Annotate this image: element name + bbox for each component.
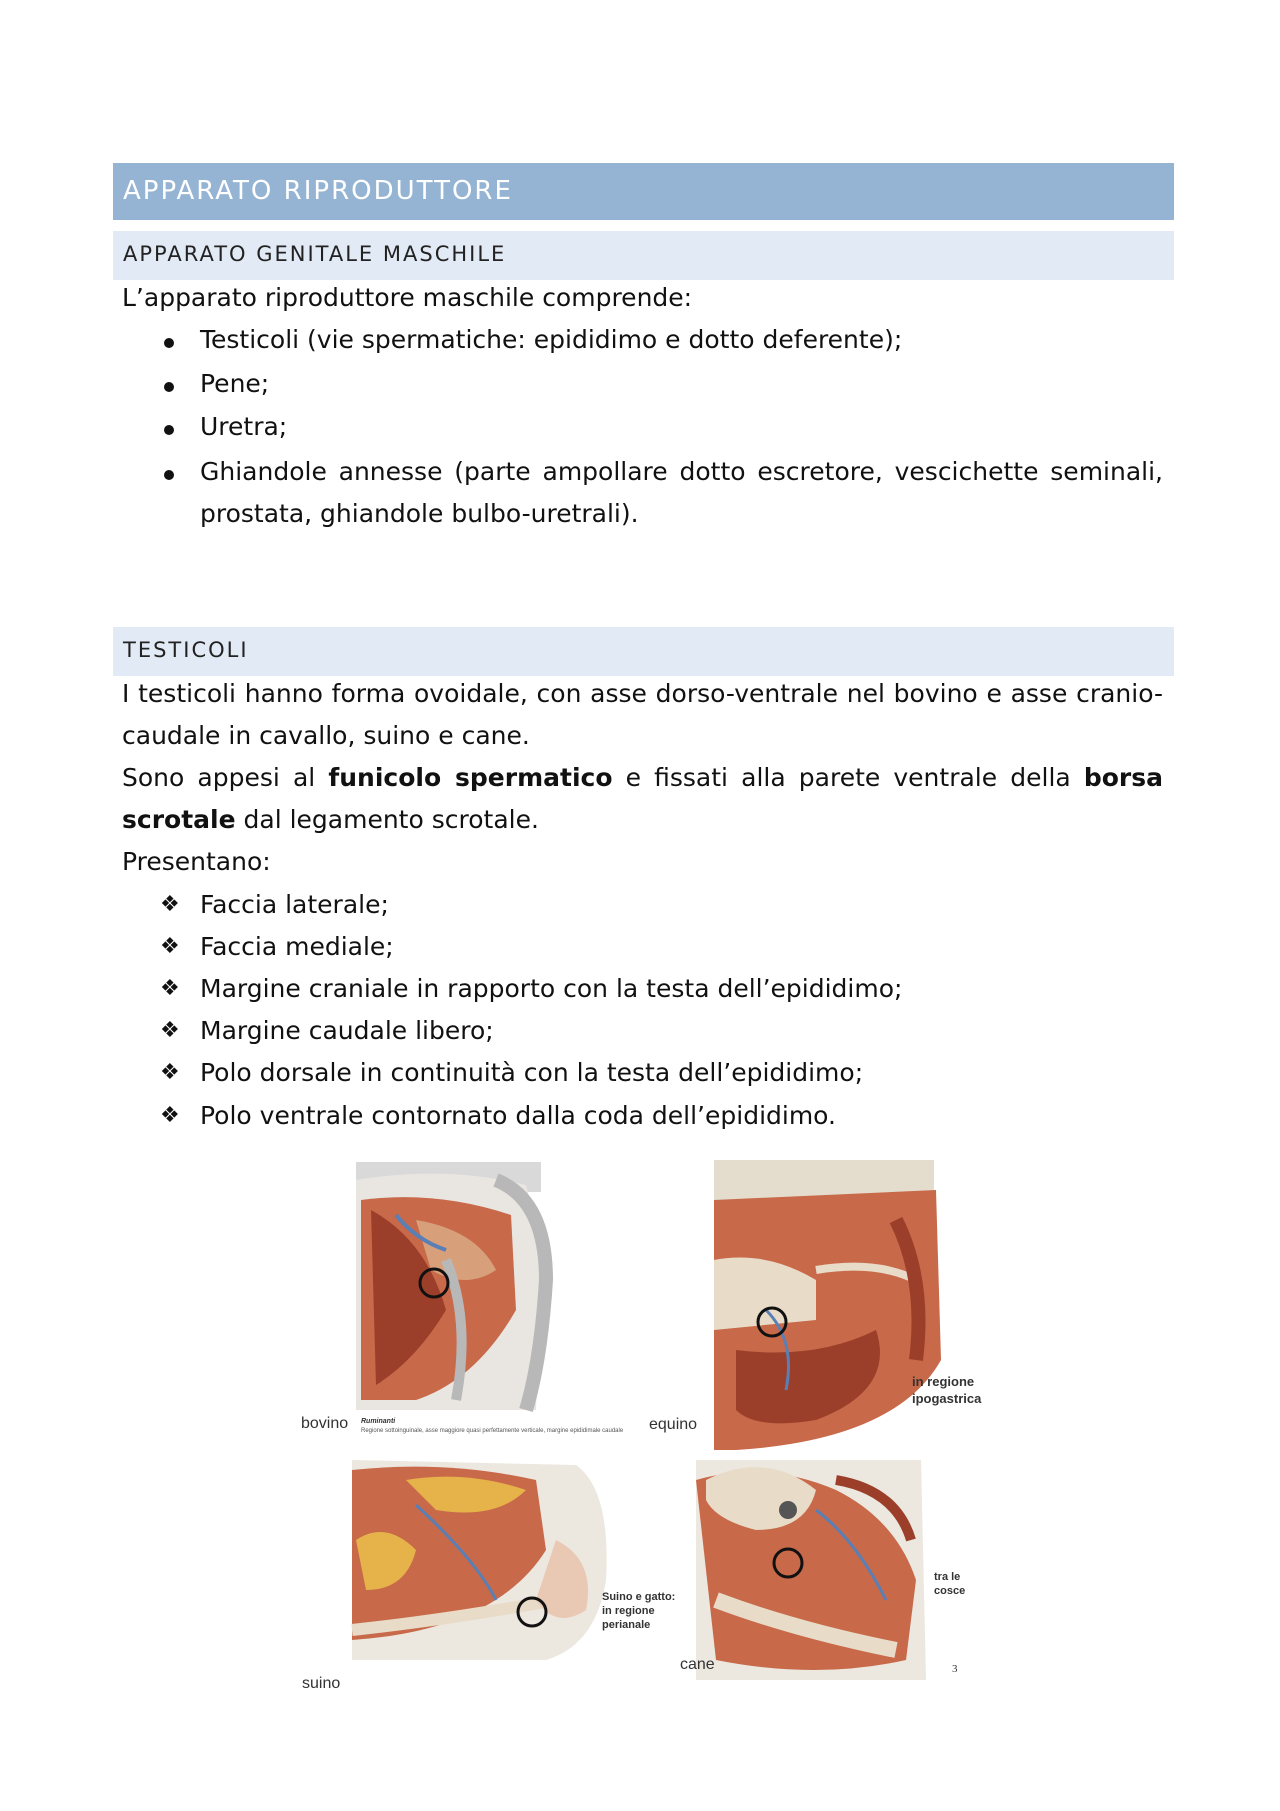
label-bovino: bovino	[301, 1415, 349, 1432]
section-header-apparato-riproduttore	[113, 163, 1174, 220]
document-page: APPARATO RIPRODUTTORE APPARATO GENITALE MASCHILE L’apparato riproduttore maschile comprende: Testicoli (vie spermatiche: epididimo e dotto deferente); Pene; Uretra; Ghiandole annesse (parte ampollare dotto escretore, vescichette seminali, prostata, ghiandole bulbo-uretrali). TESTICOLI I testicoli hanno forma ovoidale, con asse dorso-ventrale nel bovino e asse cranio-caudale in cavallo, suino e cane. Sono appesi al funicolo spermatico e fissati alla parete ventrale della borsa scrotale dal legamento scrotale. Presentano: ❖ Faccia laterale; ❖ Faccia mediale; ❖ Margine craniale in rapporto con la testa dell’epididimo; ❖ Margine caudale libero; ❖ Polo dorsale in continuità con la testa dell’epididimo; ❖ Polo ventrale contornato dalla coda dell’epididimo. bovino Ruminanti Regione sottoinguinale, asse maggiore quasi perfettamente verticale, margine epididimale caudale equino in regione ipogastrica suino Suino e gatto: in regione perianale cane tra le cosce 3	[0, 0, 1280, 1811]
suino-note-line2: in regione	[602, 1605, 655, 1617]
section-header-text: APPARATO RIPRODUTTORE	[123, 176, 513, 206]
term-funicolo-spermatico: funicolo spermatico	[328, 763, 613, 792]
diamond-bullet-icon: ❖	[160, 1103, 180, 1128]
cane-note-line1: tra le	[934, 1571, 961, 1583]
testicle-anatomy-figure	[296, 1160, 996, 1700]
suino-note-line1: Suino e gatto:	[602, 1591, 676, 1603]
panel-number: 3	[952, 1663, 958, 1675]
testicles-presentano: Presentano:	[122, 847, 271, 876]
cane-note-line2: cosce	[934, 1585, 966, 1597]
diamond-bullet-icon: ❖	[160, 1018, 180, 1043]
equino-illustration	[649, 1160, 982, 1450]
bovino-illustration	[301, 1162, 624, 1434]
subsection-header-testicoli	[113, 627, 1174, 676]
bullet-icon	[160, 451, 200, 493]
diamond-bullet-icon: ❖	[160, 1060, 180, 1085]
caption-ruminanti-title: Ruminanti	[361, 1418, 396, 1425]
diamond-bullet-icon: ❖	[160, 976, 180, 1001]
testicles-paragraph-shape: I testicoli hanno forma ovoidale, con asse dorso-ventrale nel bovino e asse cranio-caudale in cavallo, suino e cane.	[122, 679, 1163, 750]
cane-illustration	[680, 1460, 965, 1680]
diamond-bullet-icon: ❖	[160, 892, 180, 917]
label-cane: cane	[680, 1656, 715, 1673]
label-suino: suino	[302, 1675, 341, 1692]
subsection-header-genitale-maschile	[113, 231, 1174, 280]
caption-ruminanti: Regione sottoinguinale, asse maggiore quasi perfettamente verticale, margine epididimale caudale	[361, 1428, 624, 1434]
label-equino: equino	[649, 1416, 698, 1433]
term-borsa-scrotale: borsa scrotale	[122, 763, 1163, 834]
bullet-icon	[160, 363, 200, 405]
equino-note-line2: ipogastrica	[912, 1391, 982, 1406]
subsection-header-text: APPARATO GENITALE MASCHILE	[123, 242, 507, 266]
subsection-header-text: TESTICOLI	[123, 638, 249, 662]
bullet-icon	[160, 319, 200, 361]
equino-note-line1: in regione	[912, 1374, 975, 1389]
diamond-bullet-icon: ❖	[160, 934, 180, 959]
male-intro-paragraph: L’apparato riproduttore maschile comprende:	[122, 283, 693, 312]
suino-illustration	[302, 1460, 675, 1692]
testicles-paragraph-attachment: Sono appesi al funicolo spermatico e fissati alla parete ventrale della borsa scrotale dal legamento scrotale.	[122, 763, 1163, 834]
suino-note-line3: perianale	[602, 1619, 651, 1631]
bullet-icon	[160, 406, 200, 448]
